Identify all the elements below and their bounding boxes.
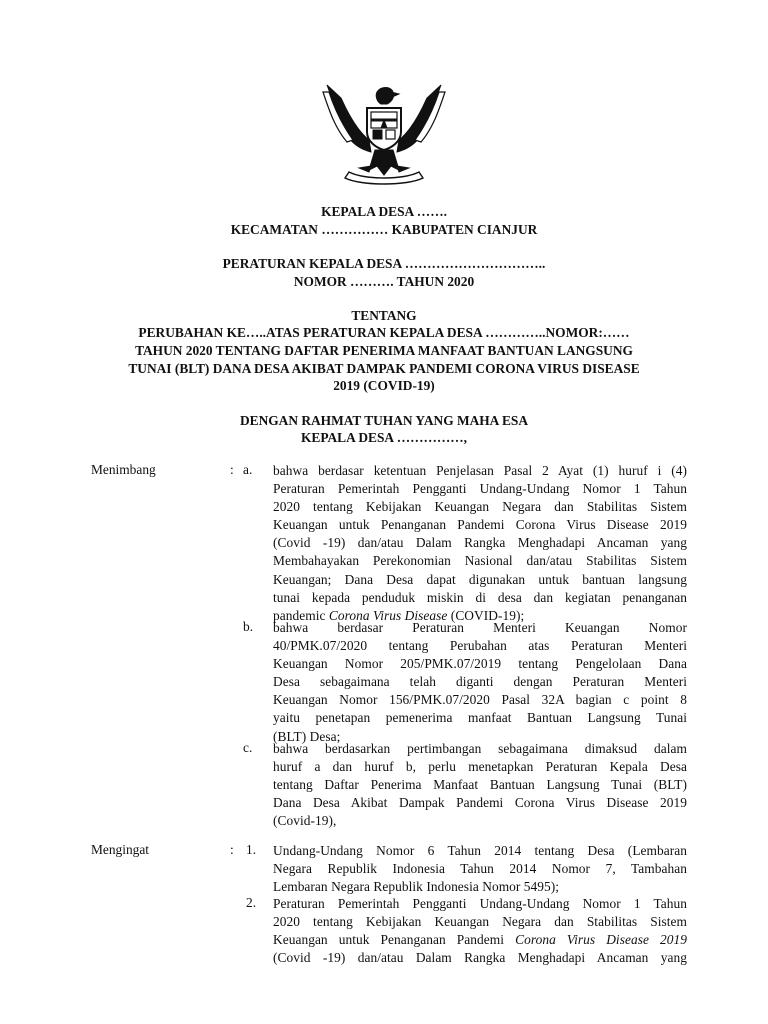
italic-term: Corona Virus Disease 2019 <box>515 932 688 948</box>
header-district: KECAMATAN …………… KABUPATEN CIANJUR <box>230 222 538 237</box>
garuda-emblem-icon <box>319 80 449 188</box>
rahmat-line: DENGAN RAHMAT TUHAN YANG MAHA ESA <box>239 413 529 428</box>
text-line: (Covid -19) dan/atau Dalam Rangka Menghadapi Ancaman yang <box>273 950 687 966</box>
text-line: (BLT) Desa; <box>273 728 341 744</box>
header-village-head: KEPALA DESA ……. <box>321 204 447 219</box>
text-line: 2020 tentang Kebijakan Keuangan Negara dan Stabilitas Sistem <box>273 914 687 930</box>
item-marker: b. <box>243 619 254 634</box>
text-line: Keuangan; Dana Desa dapat digunakan untuk bantuan langsung <box>273 571 687 587</box>
text-line: 40/PMK.07/2020 tentang Perubahan atas Peraturan Menteri <box>273 638 687 654</box>
tentang-heading: TENTANG <box>351 308 417 323</box>
subject-line: 2019 (COVID-19) <box>333 378 435 393</box>
menimbang-item-b <box>273 619 687 746</box>
text-line: Keuangan Nomor 205/PMK.07/2019 tentang Pengelolaan Dana <box>273 656 687 672</box>
text-line: Membahayakan Perekonomian Nasional dan/atau Stabilitas Sistem <box>273 553 687 569</box>
text-line: yaitu penetapan pemenerima manfaat Bantuan Langsung Tunai <box>273 710 687 726</box>
text-line: Peraturan Pemerintah Pengganti Undang-Undang Nomor 1 Tahun <box>273 481 687 497</box>
text-line: Keuangan untuk Penanganan Pandemi Corona Virus Disease 2019 <box>273 517 687 533</box>
text-line: bahwa berdasar Peraturan Menteri Keuangan Nomor <box>273 620 687 635</box>
text-line: Lembaran Negara Republik Indonesia Nomor 5495); <box>273 879 560 895</box>
item-marker: 1. <box>246 842 257 857</box>
text-line: tentang Daftar Penerima Manfaat Bantuan Langsung Tunai (BLT) <box>273 777 687 793</box>
mengingat-label: Mengingat <box>91 842 150 857</box>
mengingat-item-1 <box>273 842 687 896</box>
mengingat-item-2 <box>273 895 687 967</box>
text-line: Peraturan Pemerintah Pengganti Undang-Undang Nomor 1 Tahun <box>273 896 687 911</box>
text-segment: Keuangan untuk Penanganan Pandemi <box>273 932 516 948</box>
mengingat-colon: : <box>230 842 234 857</box>
subject-line: TUNAI (BLT) DANA DESA AKIBAT DAMPAK PANDEMI CORONA VIRUS DISEASE <box>128 361 640 376</box>
kepala-desa-line: KEPALA DESA ……………, <box>300 430 468 445</box>
menimbang-colon: : <box>230 462 234 477</box>
text-line: (Covid -19) dan/atau Dalam Rangka Menghadapi Ancaman yang <box>273 535 687 551</box>
subject-line: TAHUN 2020 TENTANG DAFTAR PENERIMA MANFAAT BANTUAN LANGSUNG <box>135 343 633 358</box>
text-line: bahwa berdasarkan pertimbangan sebagaimana dimaksud dalam <box>273 741 687 756</box>
text-segment: pandemic <box>273 607 329 623</box>
menimbang-item-a <box>273 462 687 625</box>
text-line: bahwa berdasar ketentuan Penjelasan Pasal 2 Ayat (1) huruf i (4) <box>273 463 687 478</box>
text-segment: (COVID-19); <box>447 607 525 623</box>
text-line: Keuangan Nomor 156/PMK.07/2020 Pasal 32A bagian c point 8 <box>273 692 687 708</box>
text-line: 2020 tentang Kebijakan Keuangan Negara dan Stabilitas Sistem <box>273 499 687 515</box>
regulation-number: NOMOR ………. TAHUN 2020 <box>293 274 475 289</box>
text-line: tunai kepada penduduk miskin di desa dan kegiatan penanganan <box>273 589 687 605</box>
text-line: (Covid-19), <box>273 813 337 829</box>
text-line: Negara Republik Indonesia Tahun 2014 Nomor 7, Tambahan <box>273 861 687 877</box>
text-line: Desa sebagaimana telah diganti dengan Peraturan Menteri <box>273 674 687 690</box>
menimbang-item-c <box>273 740 687 830</box>
text-line: huruf a dan huruf b, perlu menetapkan Peraturan Kepala Desa <box>273 759 687 775</box>
menimbang-label: Menimbang <box>91 462 156 477</box>
item-marker: a. <box>243 462 253 477</box>
italic-term: Corona Virus Disease <box>328 607 448 623</box>
text-line <box>273 931 687 949</box>
item-marker: c. <box>243 740 253 755</box>
item-marker: 2. <box>246 895 257 910</box>
text-line: Dana Desa Akibat Dampak Pandemi Corona Virus Disease 2019 <box>273 795 687 811</box>
text-line: Undang-Undang Nomor 6 Tahun 2014 tentang Desa (Lembaran <box>273 843 687 858</box>
subject-line: PERUBAHAN KE…..ATAS PERATURAN KEPALA DESA …………..NOMOR:…… <box>138 325 630 340</box>
regulation-title: PERATURAN KEPALA DESA ………………………….. <box>222 256 546 271</box>
